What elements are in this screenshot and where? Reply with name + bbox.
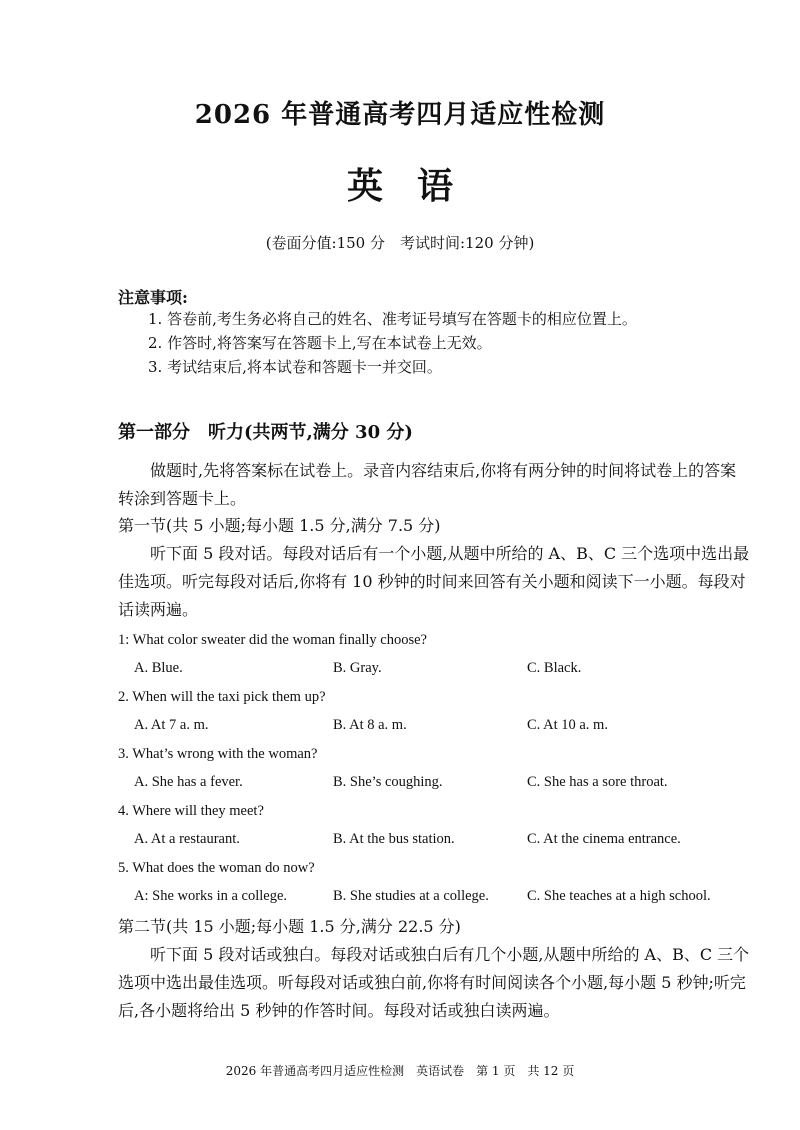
note-item: 3. 考试结束后,将本试卷和答题卡一并交回。 bbox=[148, 358, 442, 376]
option-b: B. She studies at a college. bbox=[333, 888, 489, 904]
option-a: A. At 7 a. m. bbox=[134, 717, 209, 733]
option-c: C. She teaches at a high school. bbox=[527, 888, 711, 904]
note-item: 1. 答卷前,考生务必将自己的姓名、准考证号填写在答题卡的相应位置上。 bbox=[148, 310, 637, 328]
option-a: A. She has a fever. bbox=[134, 774, 243, 790]
notes-heading: 注意事项: bbox=[118, 288, 188, 307]
section2-instructions: 听下面 5 段对话或独白。每段对话或独白后有几个小题,从题中所给的 A、B、C 三个选项中选出最佳选项。听每段对话或独白前,你将有时间阅读各个小题,每小题 5 秒钟;听完后,各小题将给出 5 秒钟的作答时间。每段对话或独白读两遍。 bbox=[118, 945, 750, 1020]
option-c: C. At 10 a. m. bbox=[527, 717, 608, 733]
part1-heading: 第一部分 听力(共两节,满分 30 分) bbox=[118, 422, 413, 443]
question-stem: 3. What’s wrong with the woman? bbox=[118, 746, 318, 762]
question-stem: 2. When will the taxi pick them up? bbox=[118, 689, 326, 705]
option-b: B. She’s coughing. bbox=[333, 774, 443, 790]
exam-title: 2026 年普通高考四月适应性检测 bbox=[194, 100, 606, 130]
option-a: A. At a restaurant. bbox=[134, 831, 240, 847]
question-stem: 1: What color sweater did the woman finally choose? bbox=[118, 632, 427, 648]
subject-title: 英语 bbox=[346, 165, 487, 207]
option-a: A. Blue. bbox=[134, 660, 183, 676]
option-b: B. At 8 a. m. bbox=[333, 717, 407, 733]
option-a: A: She works in a college. bbox=[134, 888, 288, 904]
option-c: C. Black. bbox=[527, 660, 582, 676]
option-c: C. She has a sore throat. bbox=[527, 774, 668, 790]
option-b: B. At the bus station. bbox=[333, 831, 455, 847]
exam-meta: (卷面分值:150 分 考试时间:120 分钟) bbox=[265, 234, 535, 252]
section1-instructions: 听下面 5 段对话。每段对话后有一个小题,从题中所给的 A、B、C 三个选项中选出最佳选项。听完每段对话后,你将有 10 秒钟的时间来回答有关小题和阅读下一小题。每段对话读两遍。 bbox=[118, 544, 750, 619]
section2-heading: 第二节(共 15 小题;每小题 1.5 分,满分 22.5 分) bbox=[118, 917, 461, 936]
section1-heading: 第一节(共 5 小题;每小题 1.5 分,满分 7.5 分) bbox=[118, 516, 441, 535]
option-c: C. At the cinema entrance. bbox=[527, 831, 681, 847]
note-item: 2. 作答时,将答案写在答题卡上,写在本试卷上无效。 bbox=[148, 334, 492, 352]
part1-intro: 做题时,先将答案标在试卷上。录音内容结束后,你将有两分钟的时间将试卷上的答案转涂到答题卡上。 bbox=[118, 461, 737, 508]
page-footer: 2026 年普通高考四月适应性检测 英语试卷 第 1 页 共 12 页 bbox=[225, 1064, 575, 1078]
question-stem: 4. Where will they meet? bbox=[118, 803, 264, 819]
question-stem: 5. What does the woman do now? bbox=[118, 860, 315, 876]
option-b: B. Gray. bbox=[333, 660, 382, 676]
